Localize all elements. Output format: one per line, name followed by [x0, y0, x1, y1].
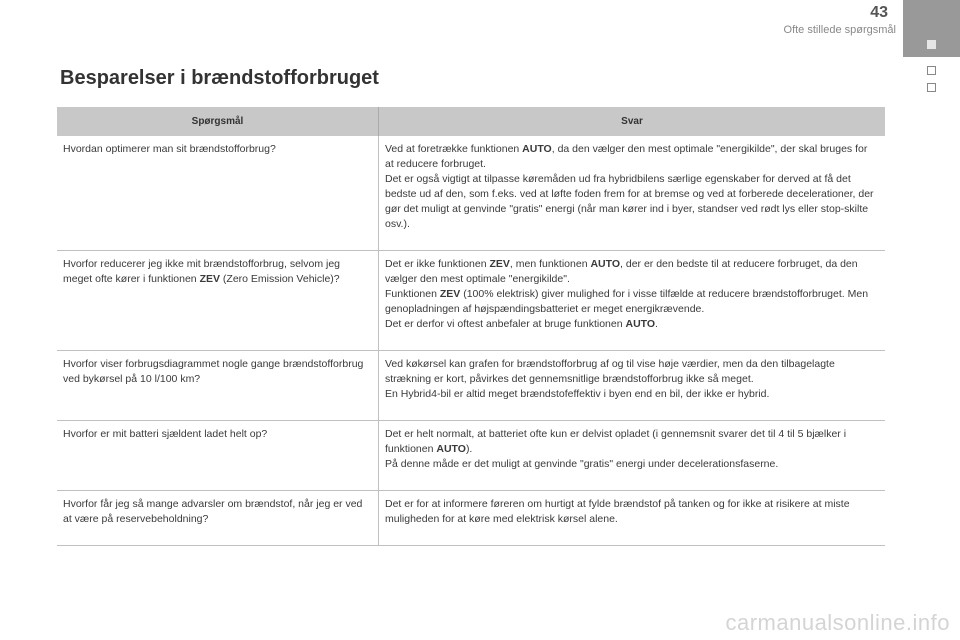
bold-term: ZEV [489, 258, 510, 270]
faq-table-body [57, 136, 885, 546]
bold-term: AUTO [522, 143, 552, 155]
answer-cell [379, 351, 886, 421]
question-cell [57, 421, 379, 491]
question-cell [57, 136, 379, 251]
column-header-answer: Svar [379, 107, 886, 136]
answer-cell [379, 491, 886, 546]
answer-cell [379, 136, 886, 251]
answer-paragraph: Det er derfor vi oftest anbefaler at bruge funktionen AUTO. [385, 318, 658, 330]
answer-paragraph: Ved at foretrække funktionen AUTO, da den vælger den mest optimale "energikilde", der skal bruges for at reducere forbruget. [385, 143, 868, 170]
faq-table [57, 107, 885, 546]
question-text: Hvordan optimerer man sit brændstofforbrug? [63, 143, 276, 155]
question-text: Hvorfor får jeg så mange advarsler om brændstof, når jeg er ved at være på reservebeholdning? [63, 498, 363, 525]
question-text: Hvorfor er mit batteri sjældent ladet helt op? [63, 428, 268, 440]
question-text: Hvorfor reducerer jeg ikke mit brændstofforbrug, selvom jeg meget ofte kører i funktionen ZEV (Zero Emission Vehicle)? [63, 258, 341, 285]
bold-term: ZEV [199, 273, 220, 285]
table-row [57, 491, 885, 546]
page-heading: Besparelser i brændstofforbruget [60, 67, 379, 89]
answer-paragraph: Det er for at informere føreren om hurtigt at fylde brændstof på tanken og for ikke at risikere at miste muligheden for at køre med elektrisk kørsel alene. [385, 498, 850, 525]
section-title: Ofte stillede spørgsmål [783, 24, 896, 36]
table-row [57, 421, 885, 491]
answer-cell [379, 421, 886, 491]
table-row [57, 136, 885, 251]
chapter-tab-marker [927, 83, 936, 92]
answer-paragraph: En Hybrid4-bil er altid meget brændstofeffektiv i byen end en bil, der ikke er hybrid. [385, 388, 770, 400]
question-cell [57, 251, 379, 351]
bold-term: ZEV [439, 288, 461, 300]
table-row [57, 251, 885, 351]
answer-paragraph: Funktionen ZEV (100% elektrisk) giver mulighed for i visse tilfælde at reducere brændstofforbruget. Men genopladningen af højspændingsbatteriet er meget energikrævende. [385, 288, 869, 315]
answer-paragraph: Det er helt normalt, at batteriet ofte kun er delvist opladet (i gennemsnit svarer det til 4 til 5 bjælker i funktionen AUTO). [385, 428, 847, 455]
column-header-question: Spørgsmål [57, 107, 379, 136]
question-cell [57, 351, 379, 421]
chapter-tab-marker-active [927, 40, 936, 49]
table-header-row [57, 107, 885, 136]
bold-term: AUTO [590, 258, 621, 270]
answer-cell [379, 251, 886, 351]
answer-paragraph: På denne måde er det muligt at genvinde "gratis" energi under decelerationsfaserne. [385, 458, 779, 470]
answer-paragraph: Det er ikke funktionen ZEV, men funktionen AUTO, der er den bedste til at reducere forbruget, da den vælger den mest optimale "energikilde". [385, 258, 858, 285]
question-text: Hvorfor viser forbrugsdiagrammet nogle gange brændstofforbrug ved bykørsel på 10 l/100 km? [63, 358, 364, 385]
table-row [57, 351, 885, 421]
watermark: carmanualsonline.info [725, 610, 950, 635]
bold-term: AUTO [436, 443, 466, 455]
bold-term: AUTO [625, 318, 656, 330]
question-cell [57, 491, 379, 546]
answer-paragraph: Det er også vigtigt at tilpasse køremåden ud fra hybridbilens særlige egenskaber for derved at få det bedste ud af den, som f.eks. ved at løfte foden frem for at bremse og ved at forberede decelerationer, der gør det muligt at genvinde "gratis" energi (når man kører ind i byer, standser ved rødt lys eller stop-skilte osv.). [385, 173, 874, 230]
answer-paragraph: Ved køkørsel kan grafen for brændstofforbrug af og til vise høje værdier, men da den tilbagelagte strækning er kort, påvirkes det gennemsnitlige brændstofforbrug ikke så meget. [385, 358, 835, 385]
page-number: 43 [870, 4, 888, 21]
chapter-tab-marker [927, 66, 936, 75]
